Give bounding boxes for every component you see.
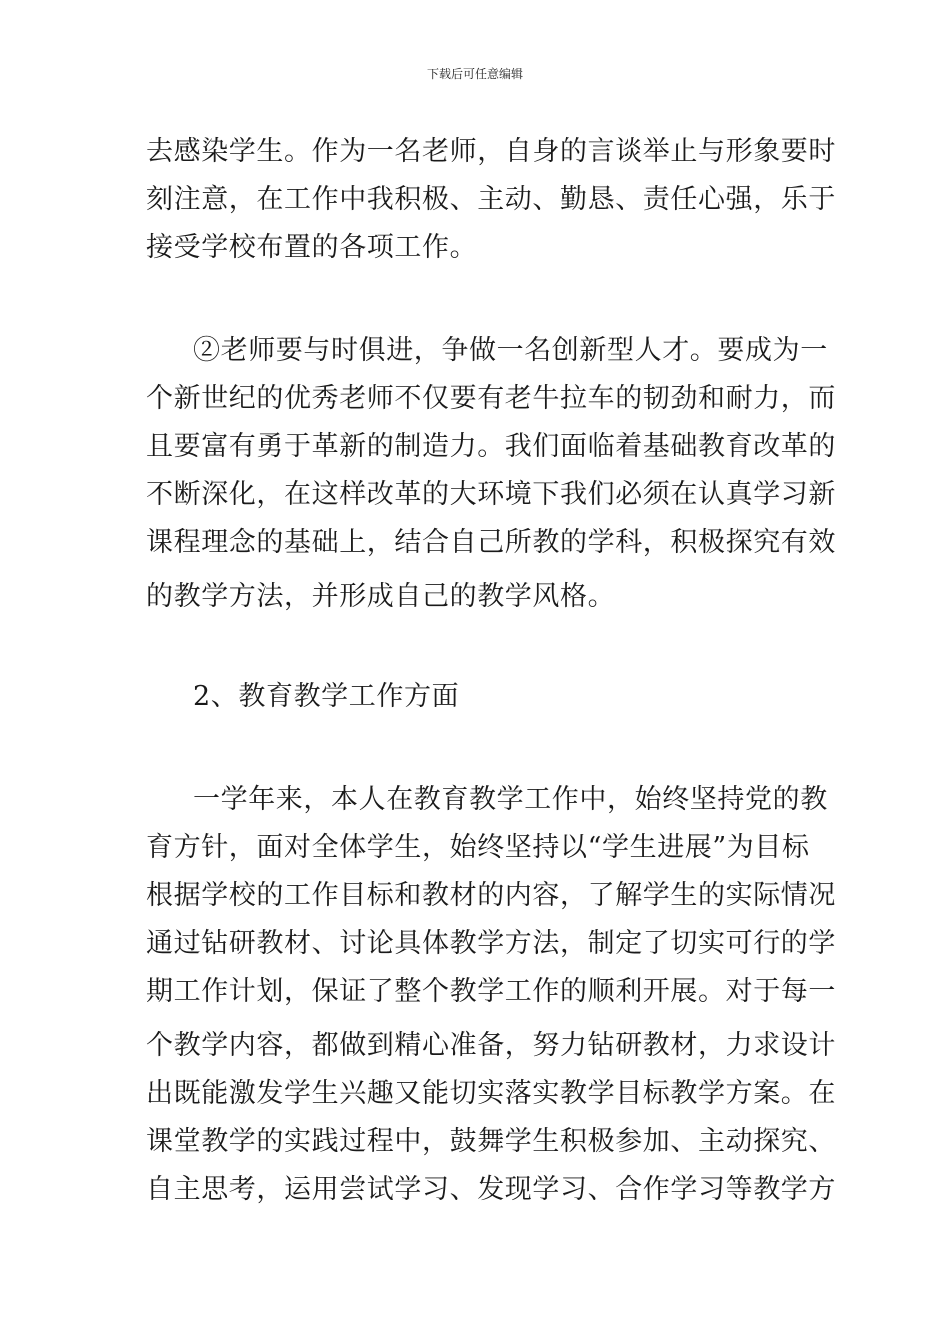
paragraph-2-line-5: 课程理念的基础上，结合自己所教的学科，积极探究有效 bbox=[146, 527, 836, 558]
section-heading: 2、教育教学工作方面 bbox=[193, 681, 460, 712]
paragraph-3-line-1: 一学年来，本人在教育教学工作中，始终坚持党的教 bbox=[193, 784, 828, 815]
paragraph-1-line-3: 接受学校布置的各项工作。 bbox=[146, 232, 478, 263]
paragraph-2-line-1: ②老师要与时俱进，争做一名创新型人才。要成为一 bbox=[193, 335, 828, 366]
paragraph-1-line-2: 刻注意，在工作中我积极、主动、勤恳、责任心强，乐于 bbox=[146, 184, 836, 215]
paragraph-2-line-3: 且要富有勇于革新的制造力。我们面临着基础教育改革的 bbox=[146, 431, 836, 462]
paragraph-3-line-9: 自主思考，运用尝试学习、发现学习、合作学习等教学方 bbox=[146, 1174, 836, 1205]
paragraph-3-line-4: 通过钻研教材、讨论具体教学方法，制定了切实可行的学 bbox=[146, 928, 836, 959]
paragraph-3-line-7: 出既能激发学生兴趣又能切实落实教学目标教学方案。在 bbox=[146, 1078, 836, 1109]
paragraph-3-line-2: 育方针，面对全体学生，始终坚持以“学生进展”为目标 bbox=[146, 832, 810, 863]
paragraph-1-line-1: 去感染学生。作为一名老师，自身的言谈举止与形象要时 bbox=[146, 136, 836, 167]
paragraph-3-line-6: 个教学内容，都做到精心准备，努力钻研教材，力求设计 bbox=[146, 1030, 836, 1061]
paragraph-3-line-8: 课堂教学的实践过程中，鼓舞学生积极参加、主动探究、 bbox=[146, 1126, 836, 1157]
paragraph-2-line-2: 个新世纪的优秀老师不仅要有老牛拉车的韧劲和耐力，而 bbox=[146, 383, 836, 414]
paragraph-3-line-5: 期工作计划，保证了整个教学工作的顺利开展。对于每一 bbox=[146, 976, 836, 1007]
paragraph-2-line-4: 不断深化，在这样改革的大环境下我们必须在认真学习新 bbox=[146, 479, 836, 510]
page-header: 下载后可任意编辑 bbox=[426, 67, 523, 81]
paragraph-3-line-3: 根据学校的工作目标和教材的内容，了解学生的实际情况 bbox=[146, 880, 836, 911]
paragraph-2-line-6: 的教学方法，并形成自己的教学风格。 bbox=[146, 581, 616, 612]
